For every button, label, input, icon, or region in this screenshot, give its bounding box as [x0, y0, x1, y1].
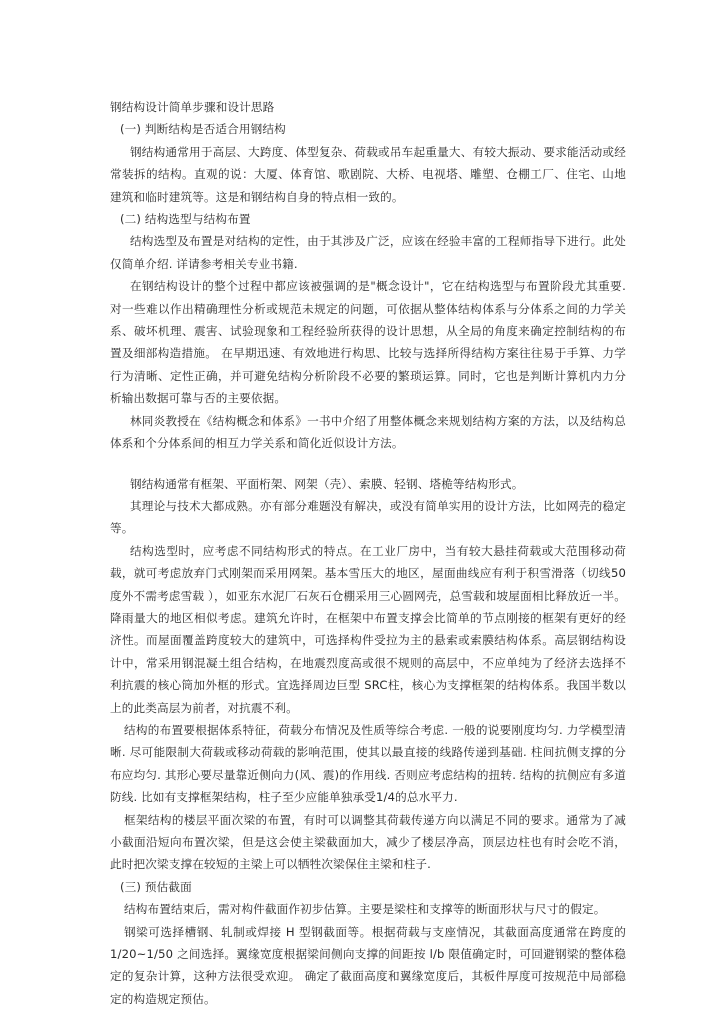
paragraph: 结构选型时，应考虑不同结构形式的特点。在工业厂房中，当有较大悬挂荷载或大范围移动荷载，就可考虑放弃门式刚架而采用网架。基本雪压大的地区，屋面曲线应有利于积雪滑落（切线50度外不需考虑雪载 ），如亚东水泥厂石灰石仓棚采用三心圆网壳，总雪载和坡屋面相比释放近一半。降雨量大的地区相似考虑。建筑允许时，在框架中布置支撑会比简单的节点刚接的框架有更好的经济性。而屋面覆盖跨度较大的建筑中，可选择构件受拉为主的悬索或索膜结构体系。高层钢结构设计中，常采用钢混凝土组合结构，在地震烈度高或很不规则的高层中，不应单纯为了经济去选择不利抗震的核心筒加外框的形式。宜选择周边巨型 SRC柱，核心为支撑框架的结构体系。我国半数以上的此类高层为前者，对抗震不利。: [110, 543, 626, 715]
document-page: [110, 96, 626, 1010]
paragraph: 框架结构的楼层平面次梁的布置，有时可以调整其荷载传递方向以满足不同的要求。通常为了减小截面沿短向布置次梁，但是这会使主梁截面加大，减少了楼层净高，顶层边柱也有时会吃不消，此时把次梁支撑在较短的主梁上可以牺牲次梁保住主梁和柱子.: [110, 812, 626, 872]
paragraph: 结构布置结束后，需对构件截面作初步估算。主要是梁柱和支撑等的断面形状与尺寸的假定。: [124, 902, 606, 917]
paragraph: 钢结构通常用于高层、大跨度、体型复杂、荷载或吊车起重量大、有较大振动、要求能活动或经常装拆的结构。直观的说：大厦、体育馆、歌剧院、大桥、电视塔、雕塑、仓棚工厂、住宅、山地建筑和临时建筑等。这是和钢结构自身的特点相一致的。: [110, 144, 626, 204]
paragraph: 结构选型及布置是对结构的定性，由于其涉及广泛，应该在经验丰富的工程师指导下进行。此处仅简单介绍. 详请参考相关专业书籍.: [110, 234, 626, 271]
paragraph: 其理论与技术大都成熟。亦有部分难题没有解决，或没有简单实用的设计方法，比如网壳的稳定等。: [110, 498, 626, 536]
document-title: 钢结构设计简单步骤和设计思路: [110, 100, 275, 114]
section-heading-1: (一) 判断结构是否适合用钢结构: [120, 122, 286, 137]
section-heading-2: (二) 结构选型与结构布置: [120, 212, 251, 227]
paragraph: 在钢结构设计的整个过程中都应该被强调的是"概念设计"，它在结构选型与布置阶段尤其重要. 对一些难以作出精确理性分析或规范未规定的问题，可依据从整体结构体系与分体系之间的力学关系、破坏机理、震害、试验现象和工程经验所获得的设计思想，从全局的角度来确定控制结构的布置及细部构造措施。 在早期迅速、有效地进行构思、比较与选择所得结构方案往往易于手算、力学行为清晰、定性正确，并可避免结构分析阶段不必要的繁琐运算。同时，它也是判断计算机内力分析输出数据可靠与否的主要依据。: [110, 279, 626, 406]
paragraph: 林同炎教授在《结构概念和体系》一书中介绍了用整体概念来规划结构方案的方法，以及结构总体系和个分体系间的相互力学关系和简化近似设计方法。: [110, 413, 626, 451]
section-heading-3: (三) 预估截面: [120, 879, 192, 894]
paragraph: 结构的布置要根据体系特征，荷载分布情况及性质等综合考虑. 一般的说要刚度均匀. 力学模型清晰. 尽可能限制大荷载或移动荷载的影响范围，使其以最直接的线路传递到基础. 柱间抗侧支撑的分布应均匀. 其形心要尽量靠近侧向力(风、震)的作用线. 否则应考虑结构的扭转. 结构的抗侧应有多道防线. 比如有支撑框架结构，柱子至少应能单独承受1/4的总水平力.: [110, 722, 626, 805]
paragraph: 钢结构通常有框架、平面桁架、网架（壳）、索膜、轻钢、塔桅等结构形式。: [130, 476, 524, 491]
paragraph: 钢梁可选择槽钢、轧制或焊接 H 型钢截面等。根据荷载与支座情况，其截面高度通常在跨度的 1/20~1/50 之间选择。翼缘宽度根据梁间侧向支撑的间距按 l/b 限值确定时，可回避钢梁的整体稳定的复杂计算，这种方法很受欢迎。 确定了截面高度和翼缘宽度后，其板件厚度可按规范中局部稳定的构造规定预估。: [110, 924, 626, 1006]
